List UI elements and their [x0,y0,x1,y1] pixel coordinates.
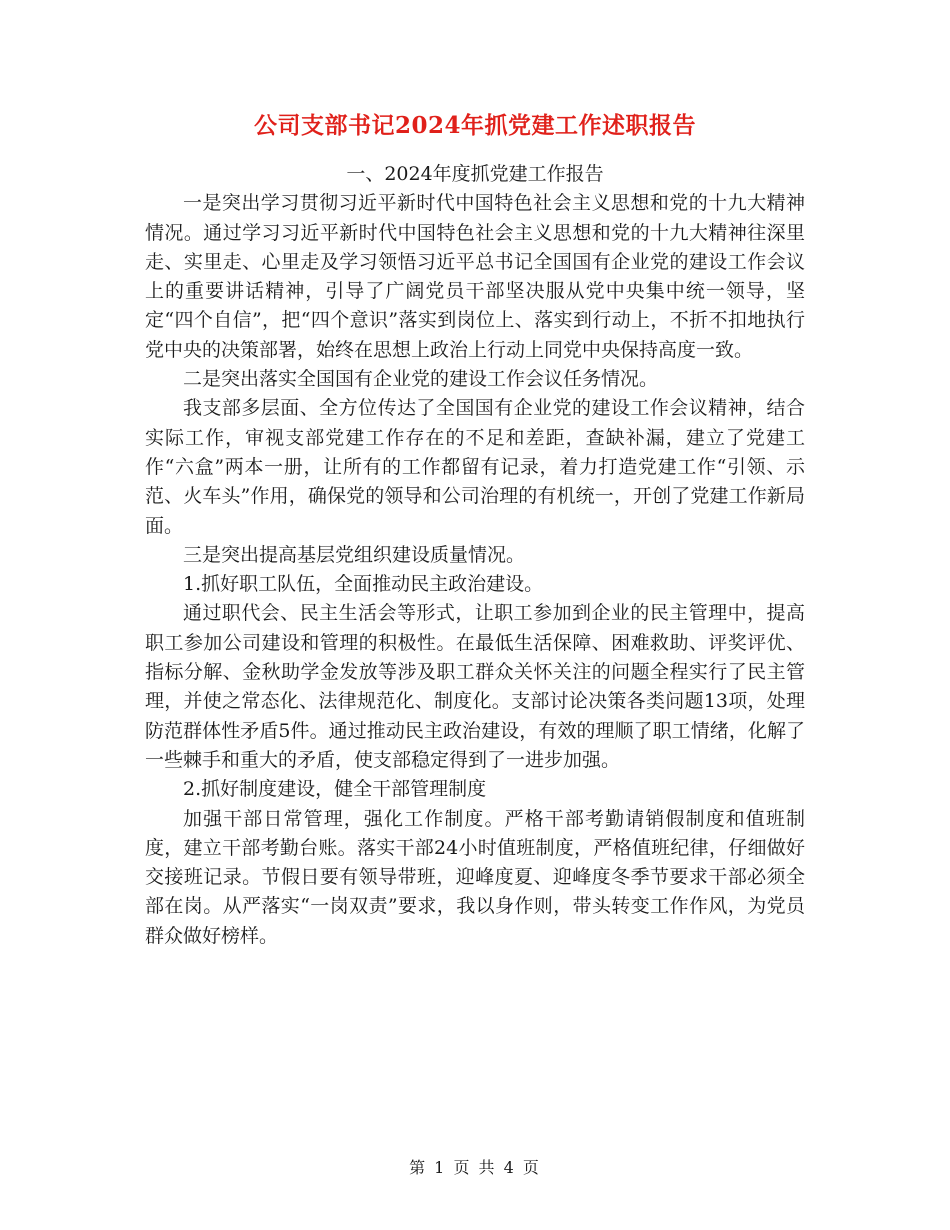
page-number-label: 第 1 页 共 4 页 [409,1158,541,1177]
subsection-heading: 1.抓好职工队伍，全面推动民主政治建设。 [183,573,544,596]
page-footer [0,1156,950,1180]
body-paragraph: 通过职代会、民主生活会等形式，让职工参加到企业的民主管理中，提高职工参加公司建设和管理的积极性。在最低生活保障、困难救助、评奖评优、指标分解、金秋助学金发放等涉及职工群众关怀关注的问题全程实行了民主管理，并使之常态化、法律规范化、制度化。支部讨论决策各类问题13项，处理防范群体性矛盾5件。通过推动民主政治建设，有效的理顺了职工情绪，化解了一些棘手和重大的矛盾，使支部稳定得到了一进步加强。 [145,602,805,771]
document-body [145,160,805,951]
body-paragraph: 一是突出学习贯彻习近平新时代中国特色社会主义思想和党的十九大精神情况。通过学习习近平新时代中国特色社会主义思想和党的十九大精神往深里走、实里走、心里走及学习领悟习近平总书记全国国有企业党的建设工作会议上的重要讲话精神，引导了广阔党员干部坚决服从党中央集中统一领导，坚定“四个自信”，把“四个意识”落实到岗位上、落实到行动上，不折不扣地执行党中央的决策部署，始终在思想上政治上行动上同党中央保持高度一致。 [145,192,805,361]
document-title: 公司支部书记2024年抓党建工作述职报告 [253,112,696,139]
body-paragraph: 我支部多层面、全方位传达了全国国有企业党的建设工作会议精神，结合实际工作，审视支部党建工作存在的不足和差距，查缺补漏，建立了党建工作“六盒”两本一册，让所有的工作都留有记录，着力打造党建工作“引领、示范、火车头”作用，确保党的领导和公司治理的有机统一，开创了党建工作新局面。 [145,397,805,537]
body-paragraph: 二是突出落实全国国有企业党的建设工作会议任务情况。 [183,368,659,391]
body-paragraph: 加强干部日常管理，强化工作制度。严格干部考勤请销假制度和值班制度，建立干部考勤台账。落实干部24小时值班制度，严格值班纪律，仔细做好交接班记录。节假日要有领导带班，迎峰度夏、迎峰度冬季节要求干部必须全部在岗。从严落实“一岗双责”要求，我以身作则，带头转变工作作风，为党员群众做好榜样。 [145,807,805,947]
subsection-heading: 2.抓好制度建设，健全干部管理制度 [183,778,487,801]
section-heading: 一、2024年度抓党建工作报告 [346,163,604,185]
body-paragraph: 三是突出提高基层党组织建设质量情况。 [183,543,526,566]
